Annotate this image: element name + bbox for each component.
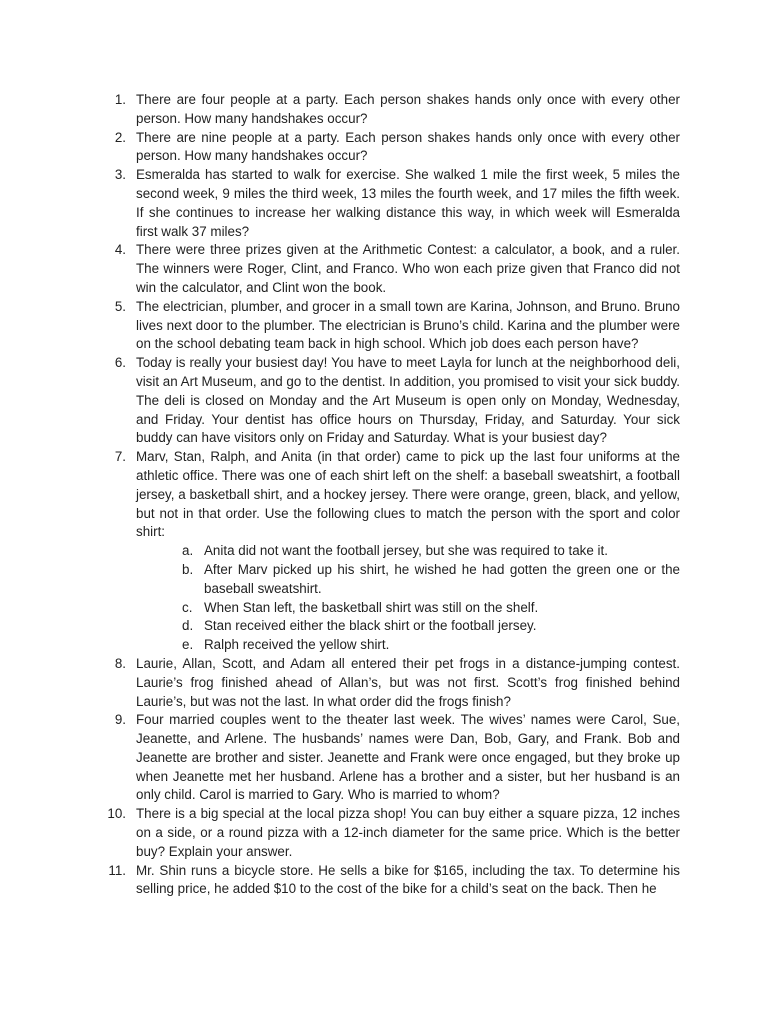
problem-number: 8. [114, 655, 126, 671]
problem-1 [100, 91, 680, 129]
problem-number: 1. [114, 92, 126, 107]
problem-number: 9. [114, 712, 126, 728]
problem-number: 2. [114, 129, 126, 145]
clue-item [182, 542, 680, 561]
clue-marker: d. [182, 618, 194, 634]
clue-text: After Marv picked up his shirt, he wished he had gotten the green one or the baseball sweatshirt. [204, 561, 680, 596]
problem-text: Mr. Shin runs a bicycle store. He sells a bike for $165, including the tax. To determine his selling price, he added $10 to the cost of the bike for a child’s seat on the back. Then he [136, 862, 680, 897]
clue-marker: a. [182, 543, 194, 559]
clue-marker: e. [182, 637, 194, 653]
clue-marker: b. [182, 561, 194, 577]
clue-text: When Stan left, the basketball shirt was still on the shelf. [204, 599, 539, 615]
problem-number: 5. [114, 298, 126, 314]
problem-text: The electrician, plumber, and grocer in a small town are Karina, Johnson, and Bruno. Bruno lives next door to the plumber. The electrician is Bruno’s child. Karina and the plumber were on the school debating team back in high school. Which job does each person have? [136, 298, 680, 352]
problem-text: Four married couples went to the theater last week. The wives’ names were Carol, Sue, Jeanette, and Arlene. The husbands’ names were Dan, Bob, Gary, and Frank. Bob and Jeanette are brother and sister. Jeanette and Frank were once engaged, but they broke up when Jeanette met her husband. Arlene has a brother and a sister, but her husband is an only child. Carol is married to Gary. Who is married to whom? [136, 712, 680, 803]
problem-number: 6. [114, 355, 126, 371]
problem-9 [100, 711, 680, 805]
clue-text: Ralph received the yellow shirt. [204, 637, 390, 653]
problem-number: 4. [114, 242, 126, 258]
problem-10 [100, 805, 680, 861]
problem-number: 10. [107, 806, 126, 822]
problem-text: Today is really your busiest day! You have to meet Layla for lunch at the neighborhood deli, visit an Art Museum, and go to the dentist. In addition, you promised to visit your sick buddy. The deli is closed on Monday and the Art Museum is open only on Monday, Wednesday, and Friday. Your dentist has office hours on Thursday, Friday, and Saturday. Your sick buddy can have visitors only on Friday and Saturday. What is your busiest day? [136, 355, 680, 446]
clue-marker: c. [182, 599, 193, 615]
problem-text: There are four people at a party. Each person shakes hands only once with every other person. How many handshakes occur? [136, 92, 680, 126]
problem-8 [100, 655, 680, 711]
clue-item [182, 561, 680, 599]
clue-item [182, 617, 680, 636]
clue-item [182, 636, 680, 655]
problem-text: Laurie, Allan, Scott, and Adam all entered their pet frogs in a distance-jumping contest. Laurie’s frog finished ahead of Allan’s, but was not first. Scott’s frog finished behind Laurie’s, but was not the last. In what order did the frogs finish? [136, 655, 680, 709]
clue-item [182, 599, 680, 618]
problem-text: There were three prizes given at the Arithmetic Contest: a calculator, a book, and a ruler. The winners were Roger, Clint, and Franco. Who won each prize given that Franco did not win the calculator, and Clint won the book. [136, 242, 680, 295]
problem-11 [100, 862, 680, 900]
problem-number: 7. [114, 449, 126, 465]
problem-text: Esmeralda has started to walk for exercise. She walked 1 mile the first week, 5 miles the second week, 9 miles the third week, 13 miles the fourth week, and 17 miles the fifth week. If she continues to increase her walking distance this way, in which week will Esmeralda first walk 37 miles? [136, 167, 680, 239]
clue-text: Anita did not want the football jersey, but she was required to take it. [204, 543, 608, 559]
problem-list [100, 91, 680, 899]
clue-list [136, 542, 680, 655]
problem-2 [100, 129, 680, 167]
clue-text: Stan received either the black shirt or the football jersey. [204, 618, 537, 634]
problem-text: Marv, Stan, Ralph, and Anita (in that order) came to pick up the last four uniforms at the athletic office. There was one of each shirt left on the shelf: a baseball sweatshirt, a football jersey, a basketball shirt, and a hockey jersey. There were orange, green, black, and yellow, but not in that order. Use the following clues to match the person with the sport and color shirt: [136, 449, 680, 540]
problem-text: There is a big special at the local pizza shop! You can buy either a square pizza, 12 inches on a side, or a round pizza with a 12-inch diameter for the same price. Which is the better buy? Explain your answer. [136, 806, 680, 859]
problem-number: 3. [114, 167, 126, 183]
problem-3 [100, 166, 680, 241]
problem-number: 11. [108, 862, 126, 878]
problem-7 [100, 448, 680, 655]
problem-4 [100, 241, 680, 297]
problem-6 [100, 354, 680, 448]
problem-text: There are nine people at a party. Each person shakes hands only once with every other person. How many handshakes occur? [136, 129, 680, 164]
problem-5 [100, 298, 680, 354]
